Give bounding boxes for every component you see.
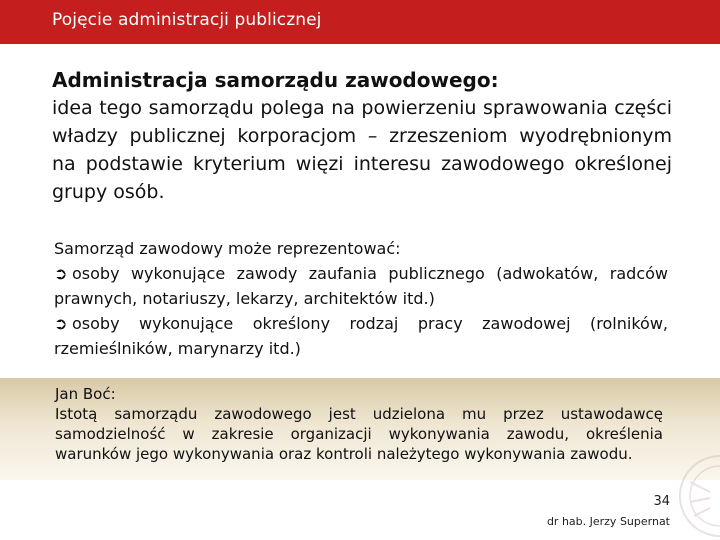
footer-author: dr hab. Jerzy Supernat [546, 515, 670, 528]
list-item [54, 311, 668, 361]
representation-intro: Samorząd zawodowy może reprezentować: [54, 239, 401, 258]
list-item-text: osoby wykonujące zawody zaufania publicznego (adwokatów, radców prawnych, notariuszy, lekarzy, architektów itd.) [54, 264, 668, 308]
slide-title: Pojęcie administracji publicznej [52, 10, 322, 30]
title-bar [0, 0, 720, 44]
list-item-text: osoby wykonujące określony rodzaj pracy zawodowej (rolników, rzemieślników, marynarzy itd.) [54, 314, 668, 358]
quote-block [55, 384, 663, 464]
university-seal-watermark [676, 452, 720, 540]
main-paragraph: idea tego samorządu polega na powierzeniu sprawowania części władzy publicznej korporacjom – zrzeszeniom wyodrębnionym na podstawie kryterium więzi interesu zawodowego określonej grupy osób. [52, 97, 672, 203]
main-content [52, 66, 672, 206]
arrow-right-icon: ➲ [54, 264, 68, 283]
quote-text: Istotą samorządu zawodowego jest udzielona mu przez ustawodawcę samodzielność w zakresie organizacji wykonywania zawodu, określenia warunków jego wykonywania oraz kontroli należytego wykonywania zawodu. [55, 405, 663, 463]
quote-author: Jan Boć: [55, 385, 116, 403]
main-heading: Administracja samorządu zawodowego: [52, 68, 499, 92]
page-number: 34 [653, 494, 670, 509]
arrow-right-icon: ➲ [54, 314, 68, 333]
representation-section [54, 236, 668, 361]
list-item [54, 261, 668, 311]
